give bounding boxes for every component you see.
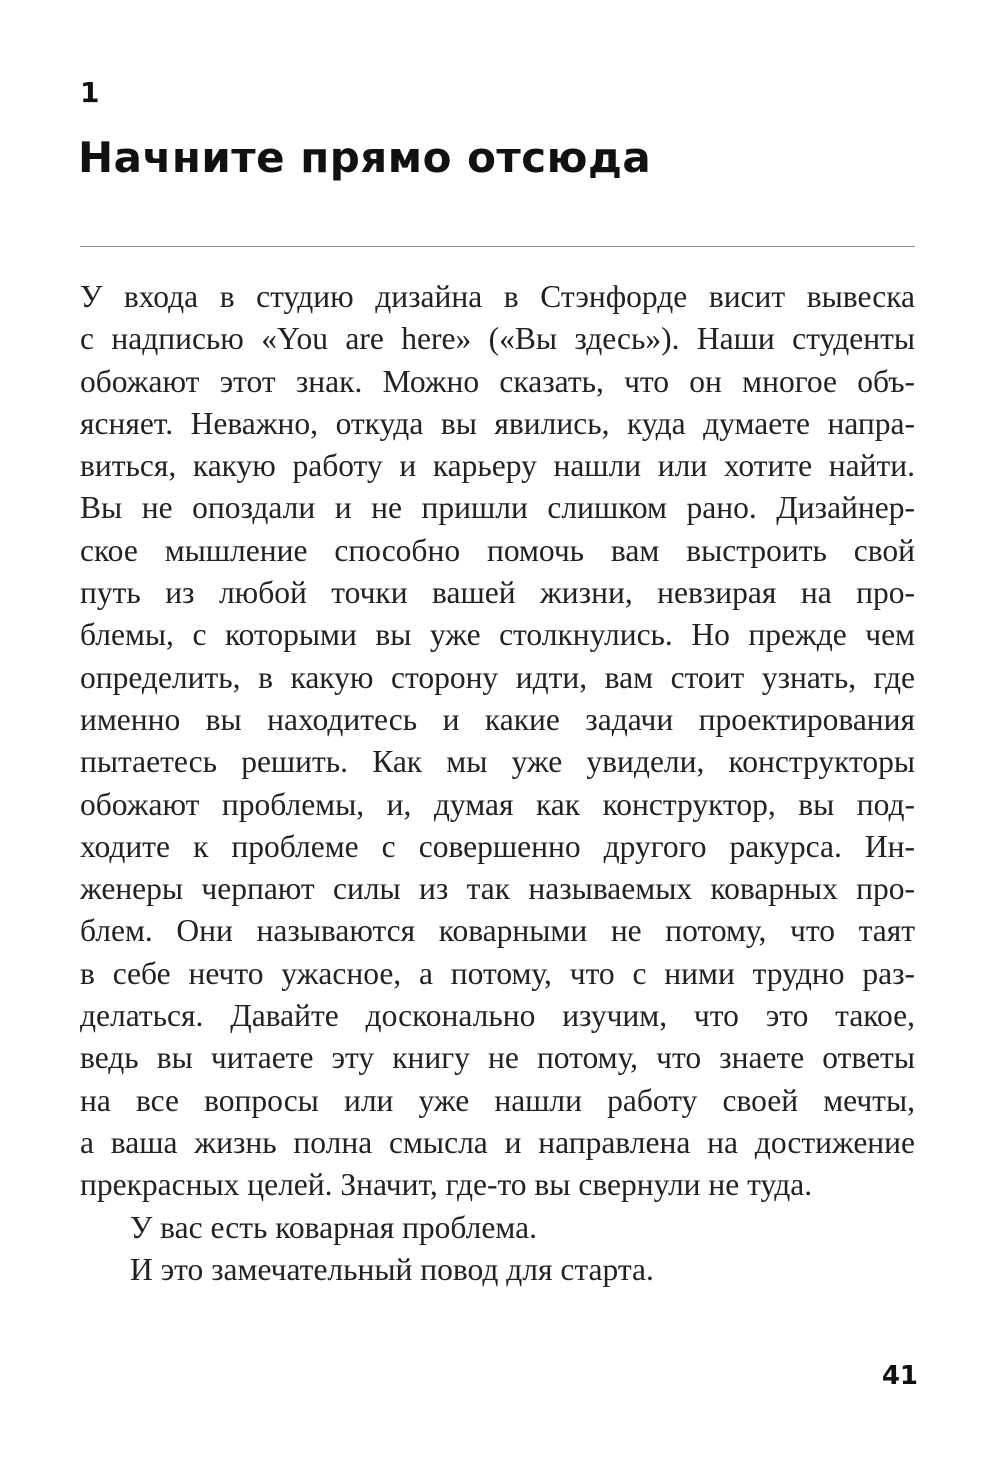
text-line: Вы не опоздали и не пришли слишком рано. Дизайнер- (80, 490, 915, 526)
text-line: блем. Они называются коварными не потому, что таят (80, 913, 915, 949)
title-divider (80, 246, 915, 247)
text-line: с надписью «You are here» («Вы здесь»). Наши студенты (80, 321, 915, 357)
text-line: определить, в какую сторону идти, вам стоит узнать, где (80, 659, 915, 695)
text-line: ское мышление способно помочь вам выстроить свой (80, 532, 915, 568)
text-line: делаться. Давайте досконально изучим, что это такое, (80, 998, 915, 1034)
text-line: прекрасных целей. Значит, где-то вы свернули не туда. (80, 1167, 813, 1203)
text-line: ведь вы читаете эту книгу не потому, что знаете ответы (80, 1040, 915, 1076)
paragraph-3: И это замечательный повод для старта. (130, 1251, 654, 1287)
text-line: пытаетесь решить. Как мы уже увидели, конструкторы (80, 744, 915, 780)
text-line: блемы, с которыми вы уже столкнулись. Но прежде чем (80, 617, 915, 653)
paragraph-2: У вас есть коварная проблема. (130, 1209, 537, 1245)
text-line: ясняет. Неважно, откуда вы явились, куда думаете напра- (80, 405, 915, 441)
text-line: обожают проблемы, и, думая как конструктор, вы под- (80, 786, 915, 822)
text-line: путь из любой точки вашей жизни, невзирая на про- (80, 575, 915, 611)
body-text (80, 276, 915, 1291)
text-line: именно вы находитесь и какие задачи проектирования (80, 701, 915, 737)
text-line: виться, какую работу и карьеру нашли или хотите найти. (80, 448, 915, 484)
text-line: У входа в студию дизайна в Стэнфорде висит вывеска (80, 279, 915, 314)
paragraph-1 (80, 276, 915, 1207)
text-line: а ваша жизнь полна смысла и направлена на достижение (80, 1124, 915, 1160)
text-line: в себе нечто ужасное, а потому, что с ними трудно раз- (80, 955, 915, 991)
chapter-title: Начните прямо отсюда (78, 133, 652, 182)
text-line: женеры черпают силы из так называемых коварных про- (80, 871, 915, 907)
text-line: обожают этот знак. Можно сказать, что он многое объ- (80, 363, 915, 399)
text-line: на все вопросы или уже нашли работу своей мечты, (80, 1082, 915, 1118)
page-number: 41 (881, 1361, 918, 1391)
chapter-number: 1 (80, 76, 100, 109)
text-line: ходите к проблеме с совершенно другого ракурса. Ин- (80, 828, 915, 864)
